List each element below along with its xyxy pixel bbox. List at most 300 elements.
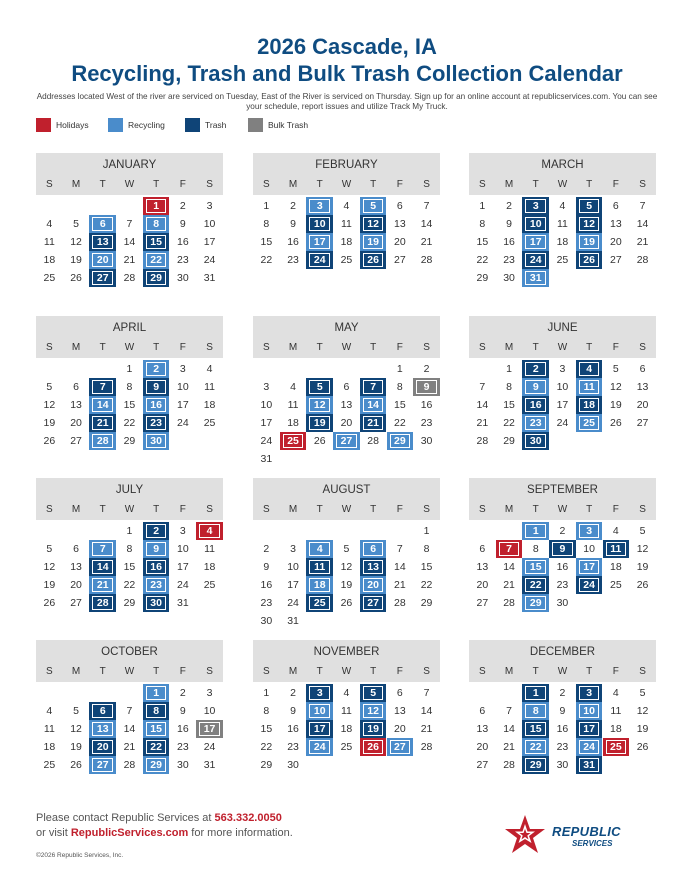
- day-number: 15: [123, 561, 136, 573]
- day-cell: [116, 576, 143, 594]
- day-number: 2: [263, 543, 270, 555]
- visit-prefix: or visit: [36, 827, 71, 839]
- day-cell: [333, 378, 360, 396]
- contact-prefix: Please contact Republic Services at: [36, 812, 215, 824]
- day-number: 2: [290, 200, 296, 212]
- day-cell-recycling: [576, 414, 603, 432]
- weekday-label: F: [396, 179, 403, 190]
- day-cell-trash: [576, 251, 603, 269]
- weekday-label: T: [370, 666, 377, 677]
- month-name: OCTOBER: [101, 646, 158, 658]
- day-cell-recycling: [306, 197, 333, 215]
- day-number: 7: [423, 687, 430, 699]
- day-number: 22: [476, 254, 489, 266]
- day-number: 27: [96, 272, 109, 284]
- day-cell: [170, 197, 197, 215]
- day-cell: [196, 558, 223, 576]
- weekday-label: T: [370, 179, 377, 190]
- day-cell-recycling: [89, 540, 116, 558]
- day-cell: [387, 360, 414, 378]
- day-cell: [549, 738, 576, 756]
- day-cell: [333, 197, 360, 215]
- day-number: 30: [420, 435, 433, 447]
- day-number: 24: [287, 597, 299, 609]
- day-cell: [496, 269, 523, 287]
- day-number: 15: [529, 561, 542, 573]
- weekday-header-row: [253, 342, 440, 356]
- day-number: 21: [503, 579, 515, 591]
- day-cell-trash: [306, 378, 333, 396]
- day-cell: [387, 684, 414, 702]
- day-number: 11: [556, 218, 568, 230]
- day-cell: [116, 558, 143, 576]
- weekday-header-row: [253, 179, 440, 193]
- day-number: 17: [260, 417, 273, 429]
- weekday-label: F: [179, 504, 186, 515]
- day-number: 13: [70, 561, 82, 573]
- weekday-label: T: [153, 179, 160, 190]
- day-number: 9: [532, 381, 539, 393]
- day-number: 13: [394, 218, 406, 230]
- weekday-label: S: [479, 342, 486, 353]
- day-number: 3: [179, 525, 186, 537]
- day-cell: [36, 378, 63, 396]
- day-cell: [253, 432, 280, 450]
- day-cell: [63, 540, 90, 558]
- day-number: 3: [206, 200, 213, 212]
- weekday-header-row: [36, 179, 223, 193]
- day-cell: [549, 684, 576, 702]
- day-number: 29: [503, 435, 515, 447]
- day-cell-trash: [143, 702, 170, 720]
- day-number: 30: [556, 597, 569, 609]
- day-number: 13: [96, 723, 109, 735]
- day-number: 15: [503, 399, 515, 411]
- day-number: 9: [179, 218, 186, 230]
- weekday-label: S: [263, 342, 270, 353]
- day-number: 5: [586, 200, 593, 212]
- day-cell: [496, 396, 523, 414]
- day-number: 20: [476, 579, 489, 591]
- day-number: 8: [479, 218, 486, 230]
- day-number: 14: [420, 218, 433, 230]
- day-cell: [170, 251, 197, 269]
- day-number: 1: [126, 525, 133, 537]
- day-number: 12: [70, 236, 82, 248]
- day-number: 28: [123, 759, 136, 771]
- day-cell-trash: [143, 594, 170, 612]
- day-number: 29: [123, 435, 136, 447]
- day-cell: [170, 738, 197, 756]
- republic-star-icon: [500, 812, 550, 862]
- day-cell: [280, 576, 307, 594]
- day-number: 12: [43, 399, 56, 411]
- weekday-label: F: [396, 342, 403, 353]
- day-cell: [549, 378, 576, 396]
- day-number: 16: [150, 561, 162, 573]
- weekday-label: S: [423, 666, 430, 677]
- day-number: 10: [203, 705, 216, 717]
- day-number: 16: [177, 236, 189, 248]
- day-cell: [413, 432, 440, 450]
- weekday-label: T: [532, 342, 539, 353]
- day-number: 4: [343, 687, 350, 699]
- day-cell-trash: [143, 558, 170, 576]
- day-cell: [253, 720, 280, 738]
- day-cell: [549, 215, 576, 233]
- day-cell: [196, 233, 223, 251]
- day-number: 26: [367, 741, 379, 753]
- day-cell: [333, 251, 360, 269]
- day-number: 10: [529, 218, 542, 230]
- day-cell-recycling: [576, 522, 603, 540]
- day-number: 16: [150, 399, 162, 411]
- month-name: APRIL: [112, 322, 147, 334]
- day-number: 21: [367, 417, 379, 429]
- day-number: 3: [290, 543, 296, 555]
- day-number: 10: [556, 381, 569, 393]
- day-cell: [253, 378, 280, 396]
- day-cell: [253, 251, 280, 269]
- day-cell: [63, 432, 90, 450]
- day-number: 31: [583, 759, 595, 771]
- day-number: 9: [153, 543, 160, 555]
- day-cell: [387, 215, 414, 233]
- day-number: 4: [343, 200, 350, 212]
- day-cell-trash: [306, 594, 333, 612]
- day-cell: [36, 756, 63, 774]
- day-number: 12: [70, 723, 82, 735]
- day-cell-trash: [576, 756, 603, 774]
- contact-info: [36, 811, 293, 841]
- day-number: 12: [610, 381, 622, 393]
- phone-number[interactable]: 563.332.0050: [214, 812, 282, 824]
- day-cell: [253, 756, 280, 774]
- day-cell: [280, 720, 307, 738]
- day-cell: [253, 594, 280, 612]
- day-number: 23: [503, 254, 515, 266]
- day-number: 22: [420, 579, 433, 591]
- day-cell-recycling: [522, 378, 549, 396]
- day-cell-recycling: [143, 756, 170, 774]
- day-number: 13: [70, 399, 82, 411]
- day-number: 17: [313, 236, 326, 248]
- day-number: 21: [123, 254, 136, 266]
- day-number: 19: [583, 236, 595, 248]
- day-cell: [469, 396, 496, 414]
- weekday-header-row: [469, 504, 656, 518]
- website-link[interactable]: RepublicServices.com: [70, 827, 189, 839]
- day-number: 30: [287, 759, 299, 771]
- day-number: 18: [340, 723, 353, 735]
- month-name: FEBRUARY: [315, 159, 378, 171]
- day-cell: [63, 756, 90, 774]
- day-number: 3: [532, 200, 539, 212]
- weekday-label: M: [71, 504, 81, 515]
- day-number: 20: [70, 579, 82, 591]
- month-february: [253, 153, 440, 266]
- day-number: 10: [287, 561, 299, 573]
- day-cell: [196, 576, 223, 594]
- day-number: 31: [287, 615, 299, 627]
- day-cell: [413, 215, 440, 233]
- day-cell: [387, 251, 414, 269]
- day-number: 15: [394, 399, 406, 411]
- day-cell: [469, 540, 496, 558]
- day-number: 17: [203, 236, 216, 248]
- day-number: 11: [340, 218, 352, 230]
- day-number: 29: [476, 272, 489, 284]
- day-cell-trash: [522, 756, 549, 774]
- day-cell-trash: [576, 684, 603, 702]
- day-cell: [36, 251, 63, 269]
- day-number: 6: [639, 363, 646, 375]
- day-number: 31: [529, 272, 542, 284]
- day-cell: [387, 378, 414, 396]
- day-number: 29: [529, 597, 542, 609]
- day-number: 6: [99, 705, 106, 717]
- day-number: 15: [150, 723, 162, 735]
- day-number: 1: [263, 200, 270, 212]
- month-header: [469, 316, 656, 358]
- day-number: 10: [260, 399, 273, 411]
- weekday-label: T: [532, 179, 539, 190]
- day-number: 30: [260, 615, 273, 627]
- day-cell: [36, 269, 63, 287]
- day-cell: [196, 540, 223, 558]
- day-cell-recycling: [306, 738, 333, 756]
- weekday-label: F: [612, 504, 619, 515]
- day-cell: [469, 756, 496, 774]
- day-cell: [170, 522, 197, 540]
- day-number: 12: [583, 218, 595, 230]
- month-name: JANUARY: [102, 159, 157, 171]
- weekday-label: T: [586, 666, 593, 677]
- day-number: 7: [99, 381, 106, 393]
- day-cell: [280, 558, 307, 576]
- day-cell: [469, 233, 496, 251]
- day-cell: [629, 251, 656, 269]
- weekday-label: F: [396, 504, 403, 515]
- day-cell: [116, 414, 143, 432]
- republic-services-logo: [500, 812, 660, 862]
- day-number: 22: [150, 741, 162, 753]
- day-number: 7: [396, 543, 403, 555]
- day-cell: [170, 720, 197, 738]
- day-number: 1: [396, 363, 403, 375]
- day-number: 4: [290, 381, 296, 393]
- day-number: 12: [367, 705, 379, 717]
- day-cell: [36, 720, 63, 738]
- day-cell: [116, 215, 143, 233]
- day-number: 17: [287, 579, 299, 591]
- day-number: 29: [260, 759, 273, 771]
- day-cell: [387, 233, 414, 251]
- day-cell-recycling: [306, 702, 333, 720]
- day-number: 27: [394, 254, 406, 266]
- day-cell: [603, 378, 630, 396]
- day-number: 12: [340, 561, 353, 573]
- day-number: 7: [639, 200, 646, 212]
- day-cell: [63, 251, 90, 269]
- day-number: 5: [46, 543, 53, 555]
- day-cell: [253, 414, 280, 432]
- day-cell-trash: [576, 396, 603, 414]
- day-number: 13: [476, 723, 489, 735]
- day-cell-bulk: [413, 378, 440, 396]
- day-cell: [333, 215, 360, 233]
- day-cell: [280, 251, 307, 269]
- month-name: AUGUST: [322, 484, 371, 496]
- day-number: 30: [529, 435, 542, 447]
- day-number: 17: [313, 723, 326, 735]
- weekday-label: S: [263, 179, 270, 190]
- day-cell-trash: [576, 197, 603, 215]
- day-number: 13: [340, 399, 353, 411]
- day-number: 9: [559, 705, 566, 717]
- day-number: 23: [529, 417, 542, 429]
- day-cell: [387, 576, 414, 594]
- weekday-label: S: [479, 666, 486, 677]
- month-january: [36, 153, 223, 284]
- day-cell: [413, 522, 440, 540]
- day-number: 8: [126, 381, 133, 393]
- day-cell: [170, 414, 197, 432]
- day-cell: [36, 738, 63, 756]
- day-number: 21: [96, 417, 109, 429]
- day-number: 4: [559, 200, 566, 212]
- day-number: 13: [96, 236, 109, 248]
- legend-swatch-recycling: [108, 118, 123, 132]
- day-number: 5: [370, 200, 377, 212]
- day-cell: [387, 558, 414, 576]
- weekday-label: F: [612, 666, 619, 677]
- day-number: 29: [394, 435, 406, 447]
- day-cell: [333, 684, 360, 702]
- weekday-header-row: [253, 666, 440, 680]
- day-cell-trash: [522, 360, 549, 378]
- day-cell: [170, 215, 197, 233]
- day-number: 31: [203, 272, 216, 284]
- day-cell-trash: [360, 378, 387, 396]
- weekday-label: S: [423, 504, 430, 515]
- weekday-label: W: [124, 666, 135, 677]
- logo-wordmark: REPUBLIC: [552, 824, 621, 839]
- day-cell: [116, 233, 143, 251]
- day-number: 2: [559, 525, 566, 537]
- day-number: 4: [612, 525, 619, 537]
- day-number: 11: [314, 561, 326, 573]
- day-cell: [63, 396, 90, 414]
- day-cell-trash: [89, 594, 116, 612]
- day-cell-trash: [576, 720, 603, 738]
- day-number: 9: [263, 561, 270, 573]
- day-number: 5: [612, 363, 619, 375]
- day-cell: [170, 378, 197, 396]
- day-number: 19: [43, 417, 56, 429]
- day-cell-trash: [143, 522, 170, 540]
- day-cell-recycling: [306, 576, 333, 594]
- month-name: JULY: [115, 484, 144, 496]
- day-cell-trash: [143, 738, 170, 756]
- day-cell-recycling: [143, 540, 170, 558]
- day-cell: [36, 702, 63, 720]
- day-number: 26: [313, 435, 326, 447]
- day-cell-trash: [143, 378, 170, 396]
- weekday-header-row: [36, 666, 223, 680]
- day-number: 5: [73, 705, 79, 717]
- day-cell: [63, 720, 90, 738]
- day-cell: [280, 612, 307, 630]
- day-number: 20: [476, 741, 489, 753]
- day-cell: [196, 414, 223, 432]
- day-cell: [387, 396, 414, 414]
- day-number: 28: [394, 597, 406, 609]
- day-number: 1: [532, 687, 539, 699]
- weekday-label: W: [341, 179, 352, 190]
- day-cell-trash: [306, 414, 333, 432]
- day-cell: [549, 594, 576, 612]
- legend-label-trash: Trash: [205, 120, 227, 130]
- month-header: [253, 640, 440, 682]
- weekday-label: T: [586, 342, 593, 353]
- day-cell: [63, 558, 90, 576]
- weekday-header-row: [469, 666, 656, 680]
- day-number: 3: [559, 363, 566, 375]
- day-number: 11: [204, 543, 215, 555]
- day-number: 19: [636, 723, 649, 735]
- day-cell-recycling: [306, 233, 333, 251]
- day-cell: [549, 558, 576, 576]
- day-cell: [413, 594, 440, 612]
- day-number: 14: [394, 561, 406, 573]
- day-cell: [116, 396, 143, 414]
- day-cell-trash: [89, 414, 116, 432]
- day-number: 24: [583, 579, 595, 591]
- weekday-header-row: [469, 179, 656, 193]
- day-number: 8: [423, 543, 430, 555]
- day-cell-trash: [306, 684, 333, 702]
- day-cell: [253, 215, 280, 233]
- day-number: 8: [263, 218, 270, 230]
- weekday-label: S: [46, 342, 53, 353]
- day-cell: [629, 233, 656, 251]
- day-number: 24: [556, 417, 569, 429]
- day-cell-recycling: [89, 432, 116, 450]
- day-number: 14: [636, 218, 649, 230]
- day-cell: [170, 684, 197, 702]
- day-cell-recycling: [89, 396, 116, 414]
- day-cell: [333, 540, 360, 558]
- day-number: 21: [503, 741, 515, 753]
- day-number: 7: [370, 381, 377, 393]
- day-cell: [629, 396, 656, 414]
- day-cell: [496, 720, 523, 738]
- day-number: 7: [479, 381, 486, 393]
- day-cell: [496, 702, 523, 720]
- month-september: [469, 478, 656, 609]
- day-number: 15: [420, 561, 433, 573]
- day-cell-trash: [522, 396, 549, 414]
- day-cell-recycling: [522, 233, 549, 251]
- day-number: 30: [150, 435, 162, 447]
- day-number: 27: [340, 435, 353, 447]
- day-number: 2: [179, 200, 186, 212]
- day-cell-recycling: [89, 215, 116, 233]
- day-number: 23: [150, 579, 162, 591]
- day-number: 23: [287, 254, 299, 266]
- day-cell: [36, 396, 63, 414]
